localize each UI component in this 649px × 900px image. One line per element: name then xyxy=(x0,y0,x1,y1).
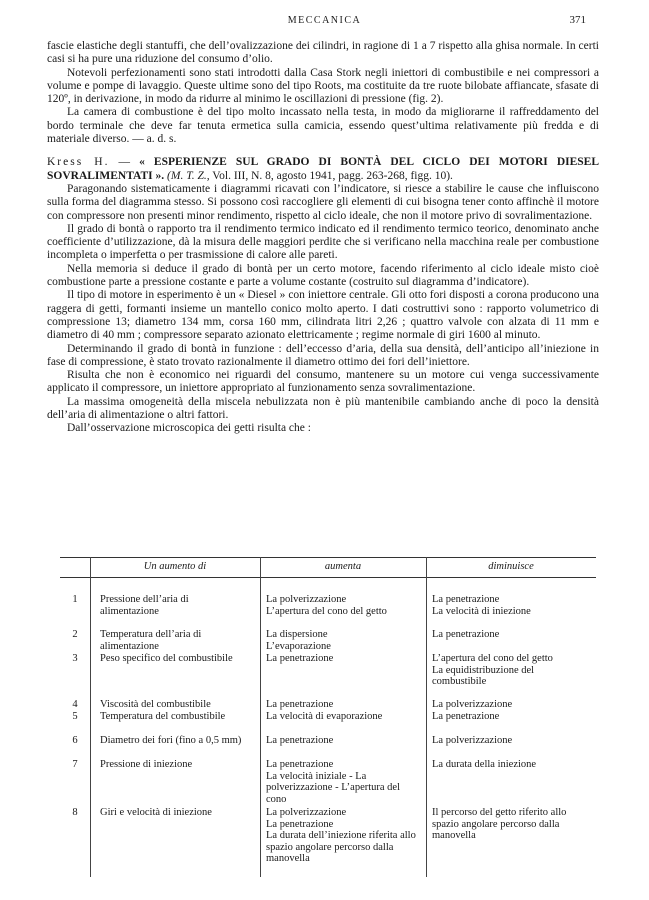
table-column-rule xyxy=(260,557,261,877)
row-number: 5 xyxy=(72,711,78,722)
paragraph: fascie elastiche degli stantuffi, che dell’ovalizzazione dei cilindri, in ragione di 1 a 7 rispetto alla ghisa normale. In certi casi si ha pure una riduzione del consumo d’olio. xyxy=(47,40,599,66)
header-cause: Un aumento di xyxy=(143,561,207,572)
row-number: 3 xyxy=(72,653,78,664)
row-increases: La penetrazione xyxy=(266,653,334,664)
row-decreases: La penetrazione xyxy=(432,629,500,640)
row-cause: Temperatura dell’aria di alimentazione xyxy=(100,629,202,652)
row-cause: Pressione dell’aria di alimentazione xyxy=(100,594,189,617)
row-decreases: L’apertura del cono del getto La equidistribuzione del combustibile xyxy=(432,653,553,688)
row-cause: Peso specifico del combustibile xyxy=(100,653,233,664)
table-header-rule xyxy=(60,577,596,578)
row-decreases: La penetrazione xyxy=(432,711,500,722)
row-cause: Viscosità del combustibile xyxy=(100,699,211,710)
body-text xyxy=(47,40,599,436)
paragraph: Paragonando sistematicamente i diagrammi ricavati con l’indicatore, si riesce a stabilire le cause che influiscono sulla forma del diagramma stesso. Si possono così raccogliere gli elementi di cui bisogna tener conto affinchè il motore con compressore non presenti minor rendimento, rispetto al ciclo ideale, che non il motore privo di sovralimentazione. xyxy=(47,182,599,222)
row-number: 6 xyxy=(72,735,78,746)
paragraph: Notevoli perfezionamenti sono stati introdotti dalla Casa Stork negli iniettori di combustibile e nei compressori a volume e pompe di lavaggio. Queste ultime sono del tipo Roots, ma costituite da tre ruote bilobate affiancate, sfasate di 120º, in derivazione, in modo da ridurre al minimo le oscillazioni di pressione (fig. 2). xyxy=(47,66,599,106)
row-decreases: La polverizzazione xyxy=(432,735,513,746)
article-title: « ESPERIENZE SUL GRADO DI BONTÀ DEL CICLO DEI MOTORI DIESEL SOVRALIMENTATI ». xyxy=(47,156,600,182)
row-number: 7 xyxy=(72,759,78,770)
paragraph: Dall’osservazione microscopica dei getti risulta che : xyxy=(67,422,311,435)
article-citation: Vol. III, N. 8, agosto 1941, pagg. 263-268, figg. 10). xyxy=(209,169,453,182)
paragraph: Nella memoria si deduce il grado di bontà per un certo motore, facendo riferimento al ciclo ideale misto cioè combustione parte a pressione costante e parte a volume costante (costruito sul diagramma d’indicatore). xyxy=(47,262,599,289)
table-top-rule xyxy=(60,557,596,558)
row-cause: Diametro dei fori (fino a 0,5 mm) xyxy=(100,735,242,746)
heading-dash: — xyxy=(109,156,140,169)
results-table xyxy=(60,557,596,877)
running-header: MECCANICA xyxy=(287,15,362,26)
row-increases: La penetrazione xyxy=(266,735,334,746)
article-journal: (M. T. Z., xyxy=(167,169,210,182)
page-number: 371 xyxy=(569,14,586,26)
row-increases: La polverizzazione La penetrazione La durata dell’iniezione riferita allo spazio angolare percorso dalla manovella xyxy=(266,807,416,865)
row-number: 8 xyxy=(72,807,78,818)
row-decreases: La polverizzazione xyxy=(432,699,513,710)
row-increases: La penetrazione xyxy=(266,699,334,710)
row-number: 4 xyxy=(72,699,78,710)
row-cause: Pressione di iniezione xyxy=(100,759,193,770)
table-column-rule xyxy=(426,557,427,877)
row-increases: La velocità di evaporazione xyxy=(266,711,383,722)
paragraph: Il grado di bontà o rapporto tra il rendimento termico indicato ed il rendimento termico teorico, denominato anche coefficiente d’utilizzazione, dà la misura delle maggiori perdite che si verificano nella macchina reale per combustione incompleta o imperfetta o per trasmissione di calore alle pareti. xyxy=(47,222,599,262)
row-number: 2 xyxy=(72,629,78,640)
row-decreases: Il percorso del getto riferito allo spazio angolare percorso dalla manovella xyxy=(432,807,567,842)
paragraph: Determinando il grado di bontà in funzione : dell’eccesso d’aria, della sua densità, dell’anticipo all’iniezione in fase di compressione, è stato trovato razionalmente il diametro ottimo dei fori dell’iniettore. xyxy=(47,342,599,368)
paragraph: Il tipo di motore in esperimento è un « Diesel » con iniettore centrale. Gli otto fori disposti a corona producono una raggera di getti, formanti insieme un mantello conico molto aperto. I dati costruttivi sono : rapporto volumetrico di compressione 13; diametro 134 mm, corsa 160 mm, cilindrata litri 2,26 ; quattro valvole con alzata di 11 mm e diametro di 40 mm ; compressore separato azionato elettricamente ; regime normale di giri 1600 al minuto. xyxy=(47,289,599,342)
header-increases: aumenta xyxy=(324,561,362,572)
row-decreases: La durata della iniezione xyxy=(432,759,537,770)
row-increases: La dispersione L’evaporazione xyxy=(266,629,331,652)
row-increases: La polverizzazione L’apertura del cono del getto xyxy=(266,594,387,617)
paragraph: La camera di combustione è del tipo molto incassato nella testa, in modo da migliorarne il raffreddamento del bordo terminale che deve far tenuta ermetica sulla camicia, essendo quest’ultima relativamente più fredda e di materiale diverso. — a. d. s. xyxy=(47,106,599,146)
row-cause: Temperatura del combustibile xyxy=(100,711,226,722)
article-heading xyxy=(47,156,599,183)
paragraph: La massima omogeneità della miscela nebulizzata non è più mantenibile cambiando anche di poco la densità dell’aria di alimentazione o altri fattori. xyxy=(47,395,599,422)
row-number: 1 xyxy=(72,594,78,605)
row-decreases: La penetrazione La velocità di iniezione xyxy=(432,594,531,617)
paragraph: Risulta che non è economico nei riguardi del consumo, mantenere su un motore cui venga successivamente applicato il compressore, un iniettore appropriato al funzionamento senza sovralimentazione. xyxy=(47,369,599,395)
row-increases: La penetrazione La velocità iniziale - La polverizzazione - L’apertura del cono xyxy=(266,759,400,805)
table-column-rule xyxy=(90,557,91,877)
header-decreases: diminuisce xyxy=(488,561,534,572)
row-cause: Giri e velocità di iniezione xyxy=(100,807,212,818)
article-author: Kress H. xyxy=(47,156,110,169)
